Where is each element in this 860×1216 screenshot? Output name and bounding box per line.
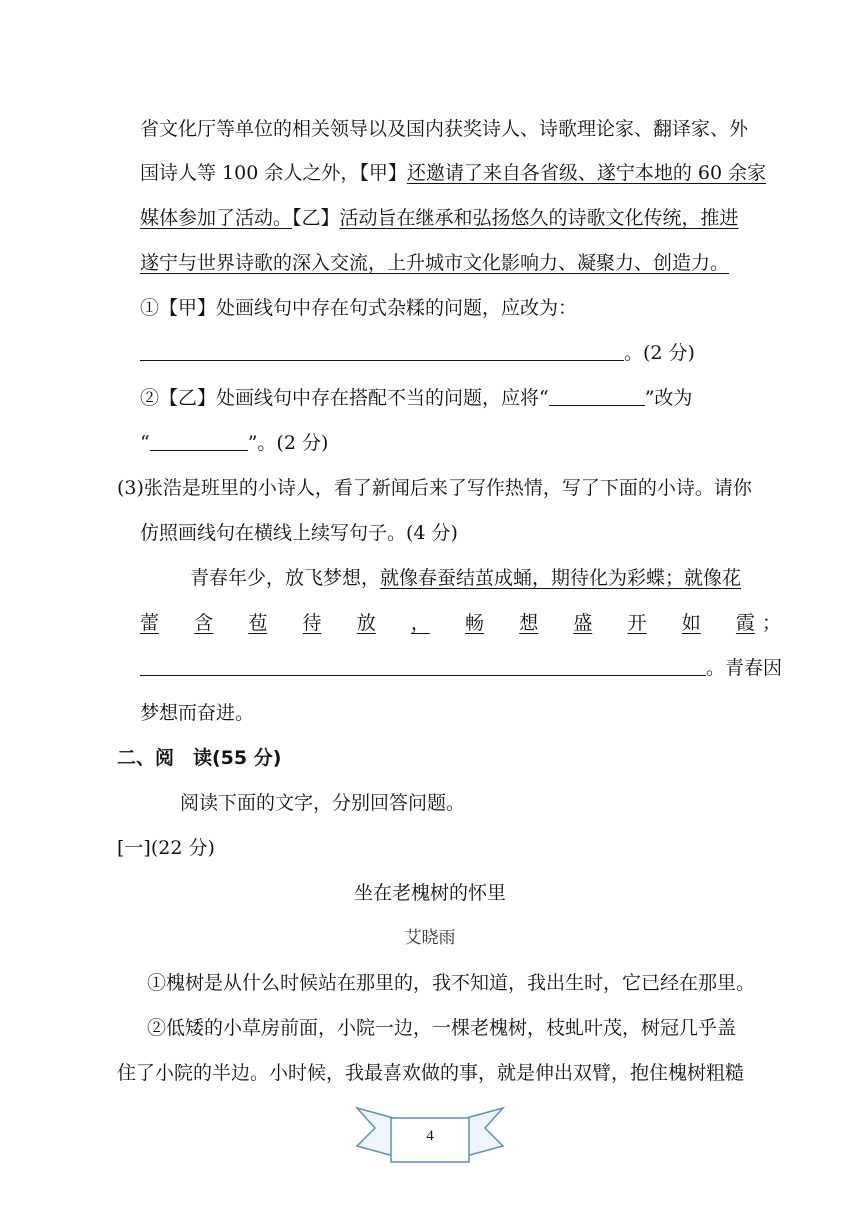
- poem-char: 盛: [573, 612, 593, 634]
- paragraph-1: ①槐树是从什么时候站在那里的，我不知道，我出生时，它已经在那里。: [147, 972, 756, 994]
- poem-char: 畅: [465, 612, 485, 634]
- poem-char: 含: [194, 612, 214, 634]
- underlined-sentence-yi: 活动旨在继承和弘扬悠久的诗歌文化传统，推进: [339, 207, 739, 229]
- poem-char: ，: [410, 612, 430, 634]
- article-author: 艾晓雨: [404, 928, 456, 948]
- poem-char: 待: [302, 612, 322, 634]
- poem-char: 想: [519, 612, 539, 634]
- score-label: 。(2 分): [624, 342, 695, 364]
- poem-text: 青春年少，放飞梦想，: [190, 567, 381, 589]
- question-text: ”改为: [644, 387, 693, 409]
- poem-line-3: [140, 655, 782, 681]
- question-2a: [140, 385, 692, 411]
- poem-spaced-text: [140, 610, 755, 636]
- part-label: [一](22 分): [117, 837, 215, 859]
- poem-text: 。青春因: [706, 657, 783, 679]
- poem-char: 苞: [248, 612, 268, 634]
- poem-char: 如: [681, 612, 701, 634]
- question-1a: [140, 295, 780, 321]
- underlined-sentence-jia-cont: 媒体参加了活动。: [140, 207, 293, 229]
- text-line: [140, 160, 766, 186]
- poem-char: 放: [356, 612, 376, 634]
- article-title: 坐在老槐树的怀里: [353, 882, 506, 904]
- question-3a: (3)张浩是班里的小诗人，看了新闻后来了写作热情，写了下面的小诗。请你: [117, 477, 752, 499]
- question-text: ①【甲】处画线句中存在句式杂糅的问题，应改为：: [140, 297, 578, 319]
- paragraph-2: ②低矮的小草房前面，小院一边，一棵老槐树，枝虬叶茂，树冠几乎盖: [147, 1017, 737, 1039]
- poem-line-1: [190, 565, 741, 591]
- poem-punct: ；: [762, 612, 782, 634]
- question-text: ②【乙】处画线句中存在搭配不当的问题，应将“: [140, 387, 549, 409]
- text-line: 省文化厅等单位的相关领导以及国内获奖诗人、诗歌理论家、翻译家、外: [140, 118, 749, 140]
- page-number: 4: [426, 1128, 434, 1144]
- answer-blank[interactable]: [549, 385, 645, 406]
- text-line: [140, 205, 739, 231]
- text-segment: 国诗人等 100 余人之外，: [140, 162, 360, 184]
- underlined-sentence-jia: 还邀请了来自各省级、遂宁本地的 60 余家: [406, 162, 767, 184]
- poem-char: 霞: [735, 612, 755, 634]
- instruction: 阅读下面的文字，分别回答问题。: [180, 792, 466, 814]
- marker-yi: 【乙】: [292, 207, 340, 229]
- poem-char: 开: [627, 612, 647, 634]
- question-text: “: [140, 432, 150, 454]
- answer-blank[interactable]: [140, 340, 624, 361]
- question-1b: [140, 340, 695, 366]
- question-3b: 仿照画线句在横线上续写句子。(4 分): [140, 522, 458, 544]
- answer-blank[interactable]: [140, 655, 706, 676]
- question-2b: [140, 430, 328, 456]
- section-heading: 二、阅 读(55 分): [117, 747, 282, 769]
- answer-blank[interactable]: [150, 430, 248, 451]
- underlined-sentence-yi-cont: 遂宁与世界诗歌的深入交流，上升城市文化影响力、凝聚力、创造力。: [140, 252, 730, 274]
- underlined-poem-sentence: 就像春蚕结茧成蛹，期待化为彩蝶；就像花: [380, 567, 742, 589]
- score-label: ”。(2 分): [247, 432, 329, 454]
- marker-jia: 【甲】: [359, 162, 407, 184]
- paragraph-2-cont: 住了小院的半边。小时候，我最喜欢做的事，就是伸出双臂，抱住槐树粗糙: [117, 1062, 745, 1084]
- poem-line-4: 梦想而奋进。: [140, 702, 255, 724]
- poem-char: 蕾: [140, 612, 160, 634]
